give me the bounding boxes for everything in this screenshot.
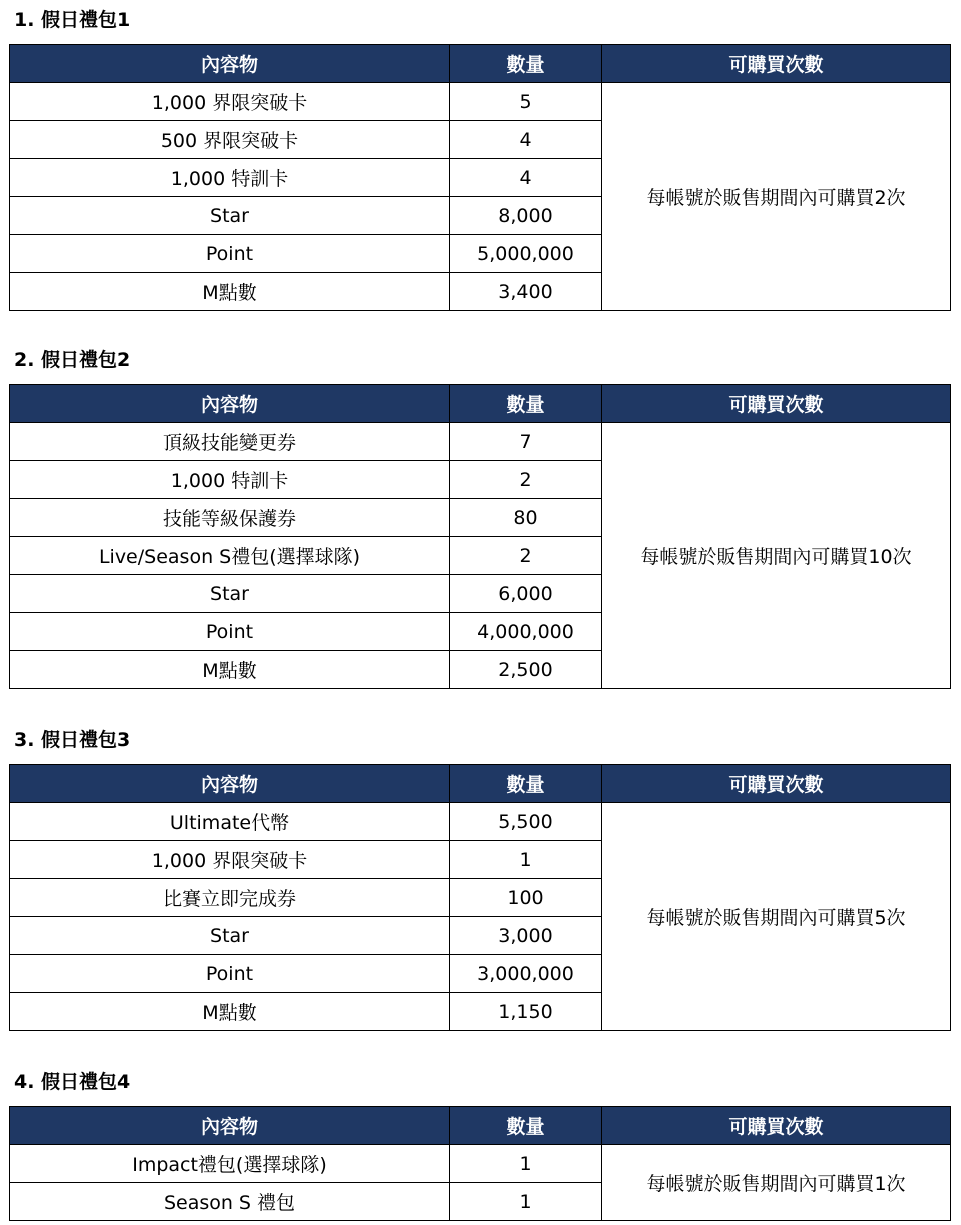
item-quantity: 1,150 <box>450 993 602 1031</box>
header-content: 內容物 <box>10 45 450 83</box>
item-quantity: 7 <box>450 423 602 461</box>
item-quantity: 2,500 <box>450 651 602 689</box>
pack-table <box>9 44 951 311</box>
item-name: 500 界限突破卡 <box>10 121 450 159</box>
item-quantity: 5,500 <box>450 803 602 841</box>
item-name: 比賽立即完成券 <box>10 879 450 917</box>
header-quantity: 數量 <box>450 385 602 423</box>
item-name: M點數 <box>10 651 450 689</box>
pack-table <box>9 764 951 1031</box>
item-name: 技能等級保護券 <box>10 499 450 537</box>
item-name: Point <box>10 955 450 993</box>
table-row <box>10 423 951 461</box>
pack-table <box>9 384 951 689</box>
item-quantity: 3,000,000 <box>450 955 602 993</box>
section-title: 4. 假日禮包4 <box>14 1071 131 1093</box>
item-name: Star <box>10 197 450 235</box>
header-limit: 可購買次數 <box>602 385 951 423</box>
header-limit: 可購買次數 <box>602 1107 951 1145</box>
table-header-row <box>10 385 951 423</box>
item-name: Impact禮包(選擇球隊) <box>10 1145 450 1183</box>
item-quantity: 2 <box>450 461 602 499</box>
item-quantity: 1 <box>450 1145 602 1183</box>
header-limit: 可購買次數 <box>602 45 951 83</box>
section-title: 1. 假日禮包1 <box>14 9 131 31</box>
item-name: 1,000 界限突破卡 <box>10 841 450 879</box>
header-quantity: 數量 <box>450 1107 602 1145</box>
purchase-limit: 每帳號於販售期間內可購買2次 <box>602 83 951 311</box>
table-header-row <box>10 765 951 803</box>
header-quantity: 數量 <box>450 45 602 83</box>
item-name: Point <box>10 613 450 651</box>
item-name: Star <box>10 917 450 955</box>
item-quantity: 5,000,000 <box>450 235 602 273</box>
purchase-limit: 每帳號於販售期間內可購買5次 <box>602 803 951 1031</box>
item-quantity: 80 <box>450 499 602 537</box>
item-name: 1,000 特訓卡 <box>10 159 450 197</box>
table-header-row <box>10 45 951 83</box>
header-limit: 可購買次數 <box>602 765 951 803</box>
item-quantity: 4 <box>450 159 602 197</box>
section-title: 3. 假日禮包3 <box>14 729 131 751</box>
item-name: M點數 <box>10 273 450 311</box>
item-name: Ultimate代幣 <box>10 803 450 841</box>
item-name: Season S 禮包 <box>10 1183 450 1221</box>
item-name: Live/Season S禮包(選擇球隊) <box>10 537 450 575</box>
item-quantity: 100 <box>450 879 602 917</box>
item-quantity: 4 <box>450 121 602 159</box>
table-header-row <box>10 1107 951 1145</box>
header-content: 內容物 <box>10 765 450 803</box>
table-row <box>10 1145 951 1183</box>
purchase-limit: 每帳號於販售期間內可購買1次 <box>602 1145 951 1221</box>
item-quantity: 1 <box>450 1183 602 1221</box>
item-quantity: 5 <box>450 83 602 121</box>
item-quantity: 3,400 <box>450 273 602 311</box>
table-row <box>10 803 951 841</box>
item-quantity: 6,000 <box>450 575 602 613</box>
header-content: 內容物 <box>10 385 450 423</box>
header-content: 內容物 <box>10 1107 450 1145</box>
item-quantity: 1 <box>450 841 602 879</box>
section-title: 2. 假日禮包2 <box>14 349 131 371</box>
item-name: Point <box>10 235 450 273</box>
table-row <box>10 83 951 121</box>
item-quantity: 8,000 <box>450 197 602 235</box>
pack-table <box>9 1106 951 1221</box>
header-quantity: 數量 <box>450 765 602 803</box>
item-quantity: 4,000,000 <box>450 613 602 651</box>
item-name: M點數 <box>10 993 450 1031</box>
item-quantity: 3,000 <box>450 917 602 955</box>
item-name: 1,000 界限突破卡 <box>10 83 450 121</box>
purchase-limit: 每帳號於販售期間內可購買10次 <box>602 423 951 689</box>
item-name: Star <box>10 575 450 613</box>
item-name: 頂級技能變更券 <box>10 423 450 461</box>
item-quantity: 2 <box>450 537 602 575</box>
item-name: 1,000 特訓卡 <box>10 461 450 499</box>
